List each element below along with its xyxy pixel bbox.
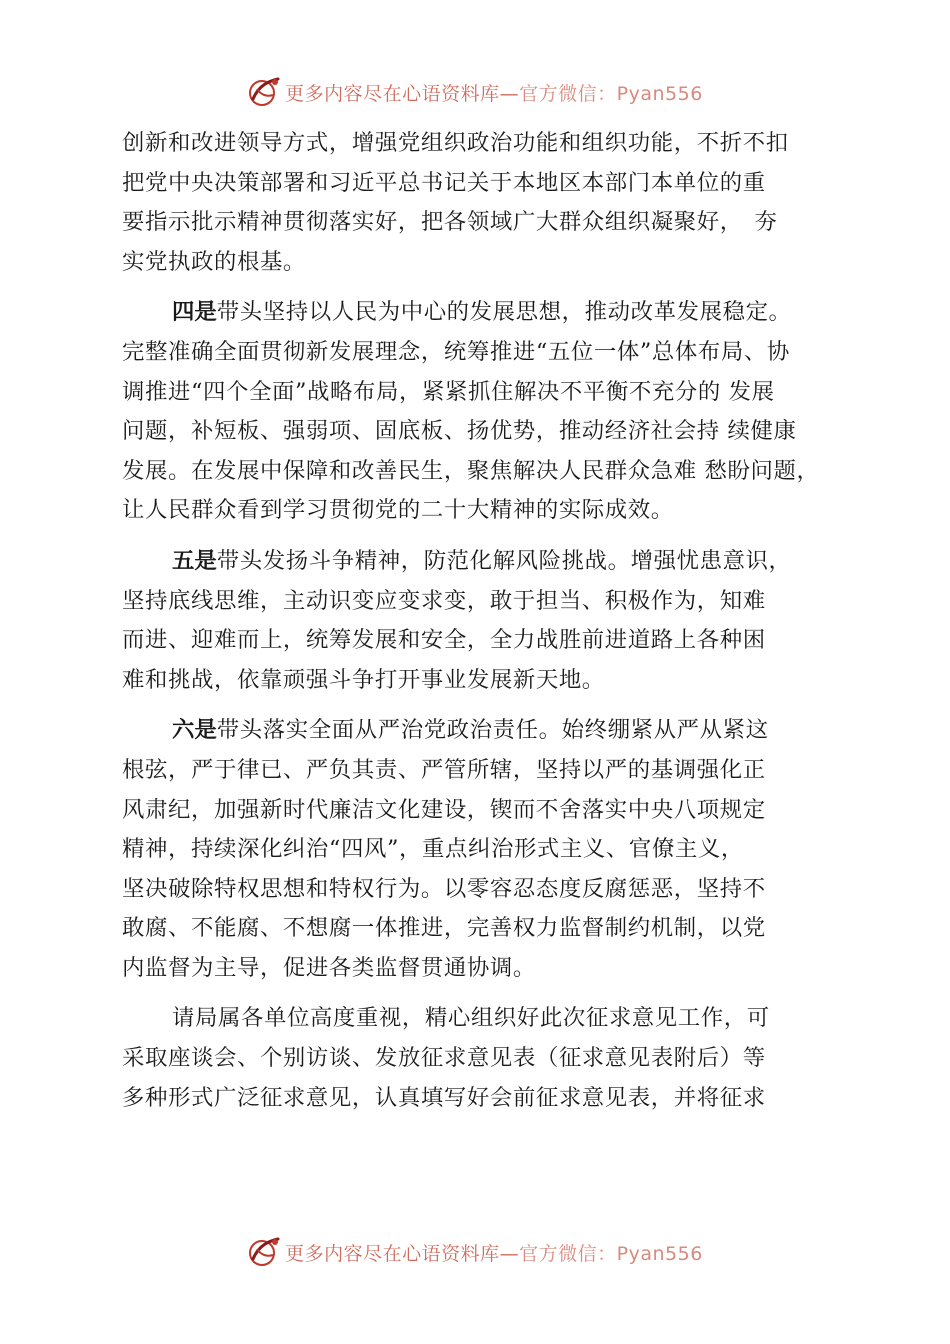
text-line: 调推进“四个全面”战略布局，紧紧抓住解决不平衡不充分的 发展 [122, 378, 775, 405]
paragraph-request [122, 999, 862, 1118]
paragraph-six [122, 711, 862, 988]
text-line: 完整准确全面贯彻新发展理念，统筹推进“五位一体”总体布局、协 [122, 338, 790, 365]
xinyu-logo-icon [247, 1235, 281, 1269]
paragraph-five [122, 542, 862, 700]
footer-banner-text: 更多内容尽在心语资料库—官方微信：Pyan556 [285, 1242, 703, 1265]
text-line: 创新和改进领导方式，增强党组织政治功能和组织功能，不折不扣 [122, 130, 789, 156]
text-line: 坚持底线思维，主动识变应变求变，敢于担当、积极作为，知难 [122, 587, 766, 614]
text-line: 让人民群众看到学习贯彻党的二十大精神的实际成效。 [122, 497, 674, 524]
text-line: 坚决破除特权思想和特权行为。以零容忍态度反腐惩恶，坚持不 [122, 875, 766, 902]
footer-banner [0, 1232, 950, 1272]
text-line: 采取座谈会、个别访谈、发放征求意见表（征求意见表附后）等 [122, 1045, 766, 1072]
text-line: 问题，补短板、强弱项、固底板、扬优势，推动经济社会持 续健康 [122, 418, 797, 445]
text-line: 六是带头落实全面从严治党政治责任。始终绷紧从严从紧这 [172, 717, 769, 744]
paragraph-lead: 五是 [172, 547, 217, 574]
text-line: 根弦，严于律已、严负其责、严管所辖，坚持以严的基调强化正 [122, 756, 766, 783]
text-line: 精神，持续深化纠治“四风”，重点纠治形式主义、官僚主义， [122, 836, 744, 863]
text-line: 要指示批示精神贯彻落实好，把各领域广大群众组织凝聚好， 夯 [122, 209, 778, 236]
paragraph-lead: 六是 [172, 717, 217, 744]
text-line: 难和挑战，依靠顽强斗争打开事业发展新天地。 [122, 666, 605, 693]
paragraph-four [122, 293, 862, 531]
paragraph-lead: 四是 [172, 299, 217, 326]
text-line: 而进、迎难而上，统筹发展和安全，全力战胜前进道路上各种困 [122, 627, 766, 654]
text-line: 四是带头坚持以人民为中心的发展思想，推动改革发展稳定。 [172, 299, 792, 326]
text-line: 内监督为主导，促进各类监督贯通协调。 [122, 954, 536, 981]
text-line: 请局属各单位高度重视，精心组织好此次征求意见工作，可 [172, 1005, 770, 1032]
header-banner [0, 72, 950, 112]
text-line: 五是带头发扬斗争精神，防范化解风险挑战。增强忧患意识， [172, 547, 792, 574]
text-line: 敢腐、不能腐、不想腐一体推进，完善权力监督制约机制，以党 [122, 915, 766, 942]
text-line: 多种形式广泛征求意见，认真填写好会前征求意见表，并将征求 [122, 1084, 766, 1111]
text-line: 发展。在发展中保障和改善民生，聚焦解决人民群众急难 愁盼问题， [122, 457, 820, 484]
header-banner-text: 更多内容尽在心语资料库—官方微信：Pyan556 [285, 82, 703, 105]
xinyu-logo-icon [247, 75, 281, 109]
text-line: 风肃纪，加强新时代廉洁文化建设，锲而不舍落实中央八项规定 [122, 796, 766, 823]
text-line: 把党中央决策部署和习近平总书记关于本地区本部门本单位的重 [122, 169, 766, 196]
text-line: 实党执政的根基。 [122, 248, 306, 275]
document-body [122, 124, 862, 1118]
paragraph-continuation [122, 124, 862, 282]
